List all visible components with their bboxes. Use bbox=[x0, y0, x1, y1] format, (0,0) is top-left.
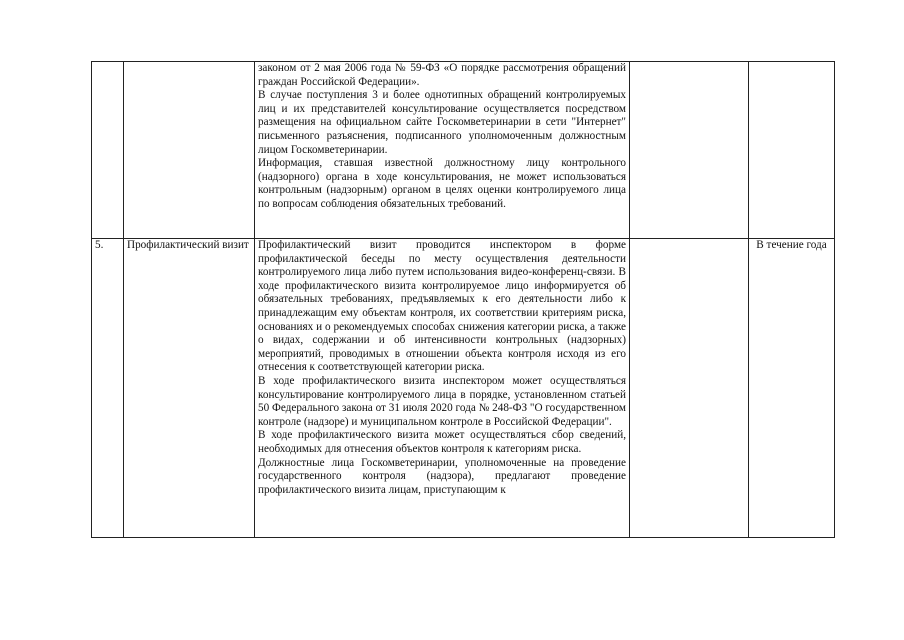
cell-description bbox=[255, 239, 630, 538]
cell-description bbox=[255, 62, 630, 239]
cell-name-empty bbox=[124, 62, 255, 239]
cell-number: 5. bbox=[92, 239, 124, 538]
cell-term-empty bbox=[749, 62, 835, 239]
paragraph: В случае поступления 3 и более однотипных обращений контролируемых лиц и их представителей консультирование осуществляется посредством размещения на официальном сайте Госкомветеринарии в сети "Интернет" письменного разъяснения, подписанного уполномоченным должностным лицом Госкомветеринарии. bbox=[258, 89, 626, 156]
cell-responsible-empty bbox=[630, 62, 749, 239]
table-row-continued bbox=[92, 62, 835, 239]
cell-name: Профилактический визит bbox=[124, 239, 255, 538]
cell-term: В течение года bbox=[749, 239, 835, 538]
measures-table bbox=[91, 61, 835, 538]
paragraph: Профилактический визит проводится инспектором в форме профилактической беседы по месту осуществления деятельности контролируемого лица либо путем использования видео-конференц-связи. В ходе профилактического визита контролируемое лицо информируется об обязательных требованиях, предъявляемых к его деятельности либо к принадлежащим ему объектам контроля, их соответствии критериям риска, основаниях и о рекомендуемых способах снижения категории риска, а также о видах, содержании и об интенсивности контрольных (надзорных) мероприятий, проводимых в отношении объекта контроля исходя из его отнесения к соответствующей категории риска. bbox=[258, 239, 626, 374]
paragraph: Информация, ставшая известной должностному лицу контрольного (надзорного) органа в ходе консультирования, не может использоваться контрольным (надзорным) органом в целях оценки контролируемого лица по вопросам соблюдения обязательных требований. bbox=[258, 157, 626, 210]
cell-number-empty bbox=[92, 62, 124, 239]
table-row-5 bbox=[92, 239, 835, 538]
paragraph: Должностные лица Госкомветеринарии, уполномоченные на проведение государственного контроля (надзора), предлагают проведение профилактического визита лицам, приступающим к bbox=[258, 456, 626, 496]
cell-responsible-empty bbox=[630, 239, 749, 538]
paragraph: В ходе профилактического визита может осуществляться сбор сведений, необходимых для отнесения объектов контроля к категориям риска. bbox=[258, 429, 626, 455]
paragraph: законом от 2 мая 2006 года № 59-ФЗ «О порядке рассмотрения обращений граждан Российской Федерации». bbox=[258, 62, 626, 88]
paragraph: В ходе профилактического визита инспектором может осуществляться консультирование контролируемого лица в порядке, установленном статьей 50 Федерального закона от 31 июля 2020 года № 248-ФЗ "О государственном контроле (надзоре) и муниципальном контроле в Российской Федерации". bbox=[258, 374, 626, 428]
